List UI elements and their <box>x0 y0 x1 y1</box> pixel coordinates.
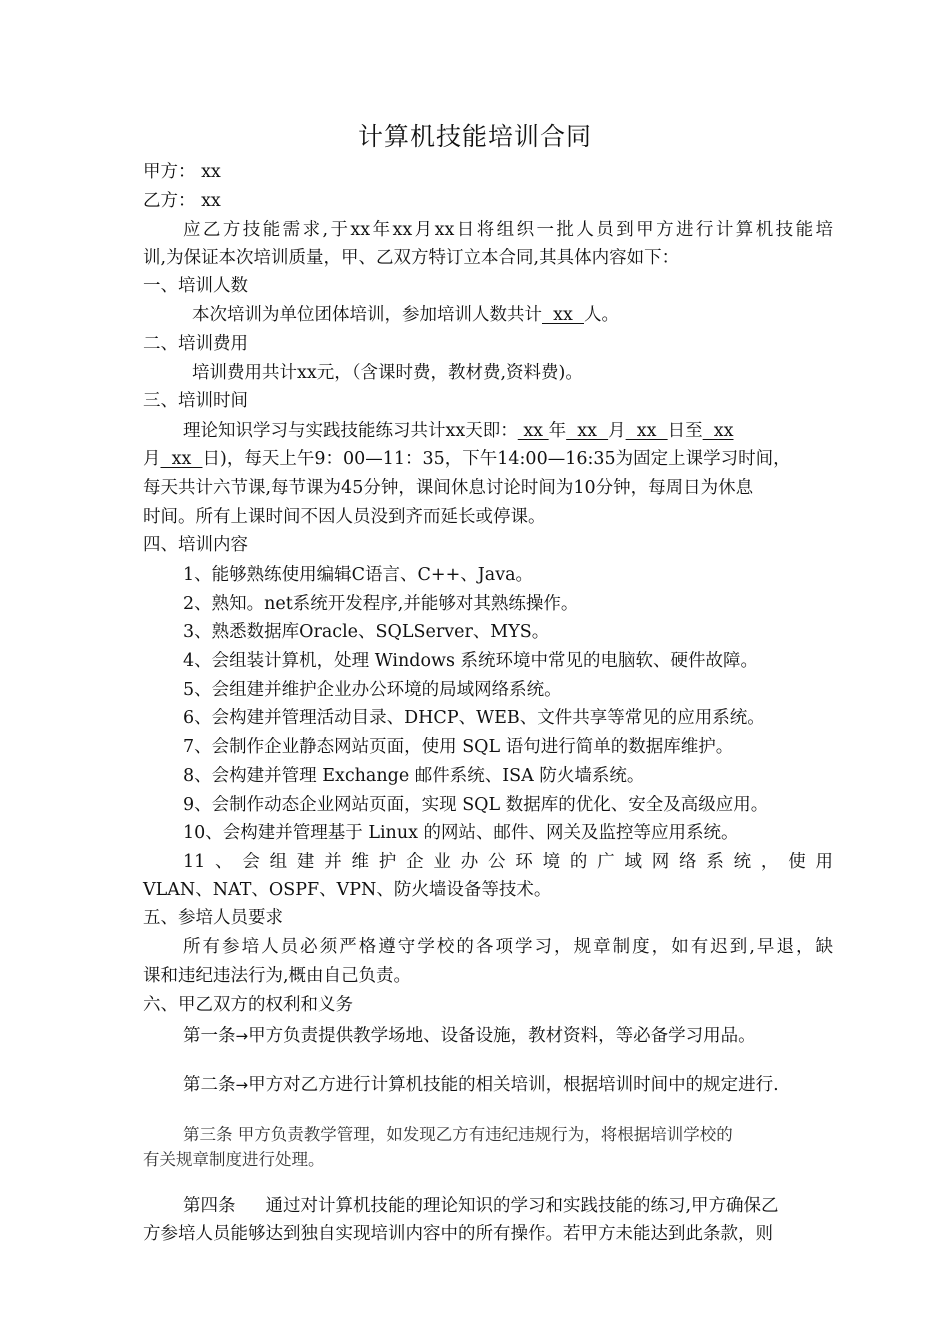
section-1-body <box>192 300 833 330</box>
month-label: 月 <box>608 421 626 441</box>
section-1-text-b: 人。 <box>584 305 619 325</box>
section-4-heading: 四、培训内容 <box>143 535 248 555</box>
start-day-field: xx <box>625 421 668 441</box>
section-3-line-1 <box>183 416 833 446</box>
article-2-text: 甲方对乙方进行计算机技能的相关培训，根据培训时间中的规定进行. <box>248 1075 779 1095</box>
start-year-field: xx <box>517 421 549 441</box>
article-4-line-2: 方参培人员能够达到独自实现培训内容中的所有操作。若甲方未能达到此条款，则 <box>143 1224 773 1244</box>
content-item: 6、会构建并管理活动目录、DHCP、WEB、文件共享等常见的应用系统。 <box>183 708 765 728</box>
article-3-line-2: 有关规章制度进行处理。 <box>143 1150 325 1169</box>
article-2-label: 第二条 <box>183 1075 236 1095</box>
article-4-label: 第四条 <box>183 1196 236 1216</box>
section-1-text-a: 本次培训为单位团体培训，参加培训人数共计 <box>192 305 542 325</box>
end-year-field: xx <box>702 421 734 441</box>
start-month-field: xx <box>566 421 609 441</box>
daily-schedule-text: 日)，每天上午9：00—11：35，下午14:00—16:35为固定上课学习时间， <box>202 449 791 469</box>
section-5-line-1: 所有参培人员必须严格遵守学校的各项学习，规章制度，如有迟到,早退，缺 <box>183 937 833 957</box>
content-item: 10、会构建并管理基于 Linux 的网站、邮件、网关及监控等应用系统。 <box>183 823 739 843</box>
arrow-icon: → <box>235 1076 249 1094</box>
content-item: 3、熟悉数据库Oracle、SQLServer、MYS。 <box>183 622 550 642</box>
schedule-text: 理论知识学习与实践技能练习共计xx天即： <box>183 421 518 441</box>
article-1-text: 甲方负责提供教学场地、设备设施，教材资料，等必备学习用品。 <box>248 1026 756 1046</box>
section-3-heading: 三、培训时间 <box>143 391 248 411</box>
section-6-heading: 六、甲乙双方的权利和义务 <box>143 995 353 1015</box>
party-b: 乙方： xx <box>143 191 221 211</box>
article-4-text: 通过对计算机技能的理论知识的学习和实践技能的练习,甲方确保乙 <box>265 1196 779 1216</box>
month-label: 月 <box>143 449 161 469</box>
content-item: 2、熟知。net系统开发程序,并能够对其熟练操作。 <box>183 594 579 614</box>
party-a: 甲方： xx <box>143 162 221 182</box>
section-5-heading: 五、参培人员要求 <box>143 908 283 928</box>
content-item: 1、能够熟练使用编辑C语言、C++、Java。 <box>183 565 534 585</box>
article-3-line-1: 第三条 甲方负责教学管理，如发现乙方有违纪违规行为，将根据培训学校的 <box>183 1125 733 1144</box>
content-item-11-line-2: VLAN、NAT、OSPF、VPN、防火墙设备等技术。 <box>143 880 552 900</box>
section-2-heading: 二、培训费用 <box>143 334 248 354</box>
content-item: 7、会制作企业静态网站页面，使用 SQL 语句进行简单的数据库维护。 <box>183 737 734 757</box>
article-2 <box>183 1070 833 1100</box>
document-title: 计算机技能培训合同 <box>357 122 592 151</box>
participant-count-field: xx <box>542 305 584 325</box>
intro-line-1: 应乙方技能需求,于xx年xx月xx日将组织一批人员到甲方进行计算机技能培 <box>183 220 833 240</box>
content-item: 9、会制作动态企业网站页面，实现 SQL 数据库的优化、安全及高级应用。 <box>183 795 769 815</box>
section-3-line-4: 时间。所有上课时间不因人员没到齐而延长或停课。 <box>143 507 546 527</box>
section-3-line-2 <box>143 444 833 474</box>
article-4-line-1 <box>183 1191 833 1221</box>
year-label: 年 <box>548 421 567 441</box>
day-to-label: 日至 <box>667 421 703 441</box>
content-item: 5、会组建并维护企业办公环境的局域网络系统。 <box>183 680 562 700</box>
article-1-label: 第一条 <box>183 1026 236 1046</box>
content-item: 4、会组装计算机，处理 Windows 系统环境中常见的电脑软、硬件故障。 <box>183 651 759 671</box>
intro-line-2: 训,为保证本次培训质量，甲、乙双方特订立本合同,其具体内容如下： <box>143 248 680 268</box>
content-item: 8、会构建并管理 Exchange 邮件系统、ISA 防火墙系统。 <box>183 766 645 786</box>
arrow-icon: → <box>235 1027 249 1045</box>
end-day-field: xx <box>160 449 203 469</box>
section-1-heading: 一、培训人数 <box>143 276 248 296</box>
section-5-line-2: 课和违纪违法行为,概由自己负责。 <box>143 966 412 986</box>
section-3-line-3: 每天共计六节课,每节课为45分钟，课间休息讨论时间为10分钟，每周日为休息 <box>143 478 754 498</box>
content-item-11-line-1: 11、会组建并维护企业办公环境的广域网络系统，使用 <box>183 852 833 872</box>
article-1 <box>183 1021 833 1051</box>
section-2-body: 培训费用共计xx元，（含课时费，教材费,资料费)。 <box>192 363 583 383</box>
